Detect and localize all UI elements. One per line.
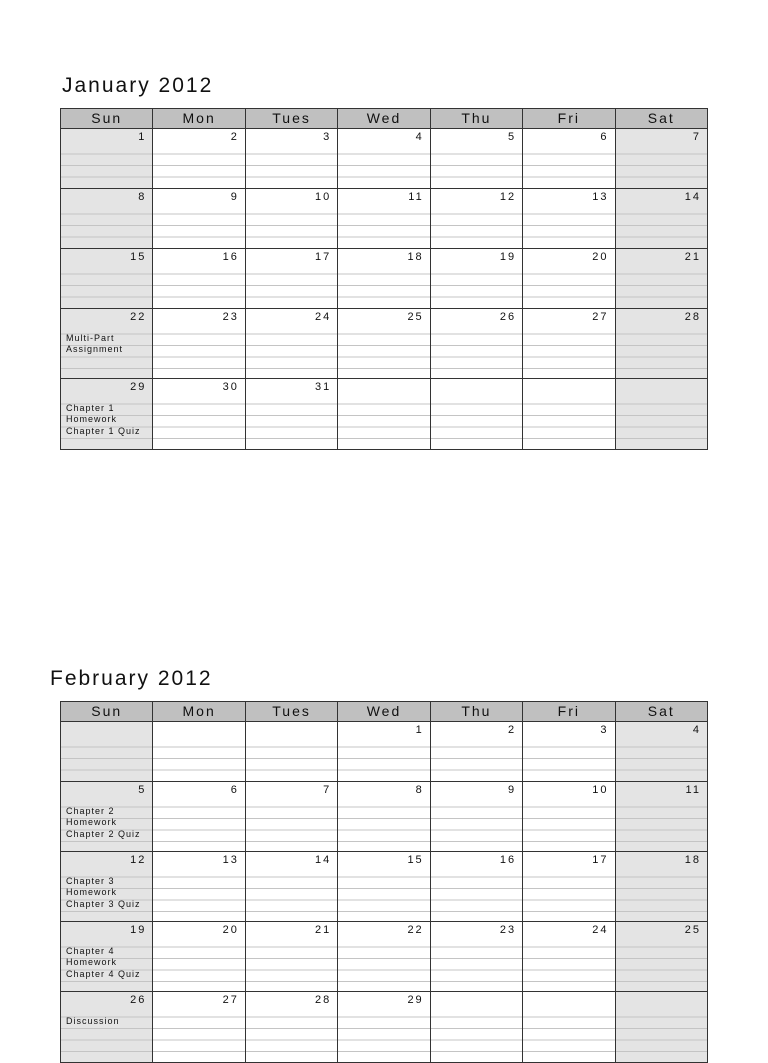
day-cell[interactable] (61, 992, 152, 1062)
day-number: 4 (415, 131, 424, 143)
ruled-lines (616, 323, 707, 378)
ruled-lines (616, 393, 707, 449)
weekday-header-cell: Fri (522, 109, 614, 128)
ruled-lines (616, 203, 707, 248)
day-number: 5 (507, 131, 517, 143)
day-cell[interactable] (61, 249, 152, 308)
ruled-lines (523, 203, 614, 248)
day-cell[interactable] (245, 782, 337, 851)
day-cell[interactable] (615, 189, 707, 248)
ruled-lines (338, 393, 429, 449)
ruled-lines (61, 143, 152, 188)
day-number: 8 (138, 191, 147, 203)
ruled-lines (338, 866, 429, 921)
day-cell[interactable] (430, 922, 522, 991)
month-title-january: January 2012 (62, 74, 214, 97)
weekday-header-cell: Fri (522, 702, 614, 721)
ruled-lines (61, 203, 152, 248)
day-cell[interactable] (245, 992, 337, 1062)
day-number: 24 (315, 311, 332, 323)
ruled-lines (246, 736, 337, 781)
day-cell[interactable] (152, 922, 244, 991)
day-cell[interactable] (337, 379, 429, 449)
day-cell[interactable] (152, 249, 244, 308)
day-cell[interactable] (337, 852, 429, 921)
day-number: 15 (407, 854, 424, 866)
day-number: 17 (315, 251, 332, 263)
ruled-lines (523, 263, 614, 308)
day-cell[interactable] (245, 922, 337, 991)
day-number: 29 (130, 381, 147, 393)
day-cell[interactable] (61, 922, 152, 991)
ruled-lines (246, 1006, 337, 1062)
ruled-lines (153, 736, 244, 781)
day-number: 18 (407, 251, 424, 263)
ruled-lines (523, 736, 614, 781)
day-number: 1 (138, 131, 147, 143)
day-number: 7 (323, 784, 332, 796)
ruled-lines (153, 263, 244, 308)
week-row (61, 189, 707, 249)
ruled-lines (523, 1006, 614, 1062)
day-number: 2 (507, 724, 517, 736)
week-row (61, 782, 707, 852)
day-cell[interactable] (615, 309, 707, 378)
ruled-lines (338, 796, 429, 851)
day-cell[interactable] (61, 309, 152, 378)
day-cell[interactable] (152, 189, 244, 248)
ruled-lines (616, 936, 707, 991)
day-cell[interactable] (430, 129, 522, 188)
ruled-lines (246, 143, 337, 188)
ruled-lines (616, 263, 707, 308)
day-cell[interactable] (245, 309, 337, 378)
ruled-lines (616, 736, 707, 781)
day-cell[interactable] (430, 189, 522, 248)
day-number: 6 (230, 784, 239, 796)
day-cell[interactable] (337, 922, 429, 991)
ruled-lines (153, 1006, 244, 1062)
day-cell[interactable] (245, 129, 337, 188)
ruled-lines (616, 866, 707, 921)
week-row (61, 309, 707, 379)
day-cell[interactable] (337, 992, 429, 1062)
day-number: 8 (415, 784, 424, 796)
day-number: 11 (685, 784, 701, 796)
day-number: 23 (222, 311, 239, 323)
day-number: 12 (130, 854, 147, 866)
day-number: 28 (315, 994, 332, 1006)
day-cell[interactable] (337, 249, 429, 308)
day-cell[interactable] (61, 852, 152, 921)
day-number: 9 (507, 784, 517, 796)
day-cell[interactable] (337, 129, 429, 188)
ruled-lines (523, 936, 614, 991)
day-cell[interactable] (615, 992, 707, 1062)
weekday-header-cell: Sat (615, 702, 707, 721)
ruled-lines (338, 203, 429, 248)
day-cell[interactable] (522, 309, 614, 378)
day-number: 3 (323, 131, 332, 143)
ruled-lines (616, 143, 707, 188)
ruled-lines (338, 1006, 429, 1062)
day-number: 10 (592, 784, 609, 796)
day-cell[interactable] (615, 249, 707, 308)
week-row (61, 992, 707, 1062)
ruled-lines (431, 1006, 522, 1062)
ruled-lines (153, 203, 244, 248)
ruled-lines (153, 936, 244, 991)
ruled-lines (523, 143, 614, 188)
ruled-lines (338, 323, 429, 378)
ruled-lines (431, 143, 522, 188)
day-cell[interactable] (61, 129, 152, 188)
day-note: Chapter 3 Homework Chapter 3 Quiz (66, 876, 141, 909)
weekday-header-cell: Tues (245, 109, 337, 128)
day-number: 20 (592, 251, 609, 263)
day-number: 24 (592, 924, 609, 936)
calendar-january (60, 108, 708, 450)
ruled-lines (153, 143, 244, 188)
day-cell[interactable] (615, 379, 707, 449)
ruled-lines (431, 866, 522, 921)
day-number: 31 (315, 381, 332, 393)
weekday-header-row (61, 702, 707, 722)
day-number: 27 (222, 994, 239, 1006)
day-cell[interactable] (152, 992, 244, 1062)
day-cell[interactable] (522, 722, 614, 781)
ruled-lines (338, 936, 429, 991)
day-number: 21 (684, 251, 701, 263)
ruled-lines (153, 796, 244, 851)
day-number: 11 (408, 191, 424, 203)
day-cell[interactable] (61, 189, 152, 248)
weekday-header-cell: Sun (91, 110, 123, 126)
ruled-lines (616, 796, 707, 851)
day-number: 22 (130, 311, 147, 323)
day-number: 26 (499, 311, 517, 323)
day-cell[interactable] (245, 722, 337, 781)
day-cell[interactable] (245, 379, 337, 449)
day-cell[interactable] (430, 249, 522, 308)
ruled-lines (338, 736, 429, 781)
day-number: 16 (499, 854, 517, 866)
month-title-february: February 2012 (50, 667, 213, 690)
day-cell[interactable] (522, 852, 614, 921)
weekday-header-cell: Sat (615, 109, 707, 128)
day-cell[interactable] (430, 722, 522, 781)
ruled-lines (246, 323, 337, 378)
day-number: 10 (315, 191, 332, 203)
day-cell[interactable] (245, 852, 337, 921)
ruled-lines (246, 393, 337, 449)
weekday-header-row (61, 109, 707, 129)
day-number: 19 (499, 251, 517, 263)
day-cell[interactable] (152, 129, 244, 188)
ruled-lines (338, 263, 429, 308)
ruled-lines (523, 866, 614, 921)
ruled-lines (153, 866, 244, 921)
day-cell[interactable] (61, 379, 152, 449)
day-number: 23 (499, 924, 517, 936)
day-cell[interactable] (61, 782, 152, 851)
day-number: 5 (138, 784, 147, 796)
day-number: 12 (499, 191, 517, 203)
day-cell[interactable] (430, 782, 522, 851)
day-cell[interactable] (522, 379, 614, 449)
week-row (61, 852, 707, 922)
day-cell[interactable] (152, 379, 244, 449)
day-cell[interactable] (337, 189, 429, 248)
day-cell[interactable] (430, 992, 522, 1062)
day-cell[interactable] (615, 782, 707, 851)
day-note: Chapter 2 Homework Chapter 2 Quiz (66, 806, 141, 839)
day-number: 25 (407, 311, 424, 323)
day-number: 14 (315, 854, 332, 866)
day-cell[interactable] (522, 129, 614, 188)
day-number: 19 (130, 924, 147, 936)
day-number: 7 (692, 131, 701, 143)
ruled-lines (523, 393, 614, 449)
ruled-lines (61, 736, 152, 781)
day-cell[interactable] (152, 852, 244, 921)
day-cell[interactable] (152, 782, 244, 851)
day-number: 18 (684, 854, 701, 866)
day-number: 9 (230, 191, 239, 203)
ruled-lines (431, 263, 522, 308)
day-cell[interactable] (245, 189, 337, 248)
day-cell[interactable] (61, 722, 152, 781)
ruled-lines (61, 263, 152, 308)
week-row (61, 922, 707, 992)
day-cell[interactable] (522, 189, 614, 248)
calendar-february (60, 701, 708, 1063)
day-cell[interactable] (337, 309, 429, 378)
day-cell[interactable] (615, 922, 707, 991)
ruled-lines (61, 1006, 152, 1062)
week-row (61, 379, 707, 449)
day-number: 13 (222, 854, 239, 866)
weekday-header-cell: Thu (430, 109, 522, 128)
day-note: Multi-Part Assignment (66, 333, 124, 355)
weekday-header-cell: Tues (245, 702, 337, 721)
weekday-header-cell: Wed (337, 702, 429, 721)
day-number: 4 (692, 724, 701, 736)
day-note: Discussion (66, 1016, 120, 1026)
week-row (61, 249, 707, 309)
day-note: Chapter 4 Homework Chapter 4 Quiz (66, 946, 141, 979)
day-cell[interactable] (522, 922, 614, 991)
day-cell[interactable] (522, 992, 614, 1062)
day-number: 30 (222, 381, 239, 393)
day-cell[interactable] (245, 249, 337, 308)
day-cell[interactable] (615, 852, 707, 921)
day-cell[interactable] (337, 782, 429, 851)
ruled-lines (431, 796, 522, 851)
ruled-lines (246, 203, 337, 248)
day-number: 20 (222, 924, 239, 936)
week-row (61, 722, 707, 782)
day-number: 17 (592, 854, 609, 866)
day-note: Chapter 1 Homework Chapter 1 Quiz (66, 403, 141, 436)
day-number: 21 (315, 924, 332, 936)
day-number: 27 (592, 311, 609, 323)
weekday-header-cell: Thu (430, 702, 522, 721)
day-cell[interactable] (430, 379, 522, 449)
day-number: 14 (684, 191, 701, 203)
ruled-lines (338, 143, 429, 188)
ruled-lines (246, 866, 337, 921)
ruled-lines (431, 203, 522, 248)
ruled-lines (431, 736, 522, 781)
day-cell[interactable] (430, 852, 522, 921)
ruled-lines (153, 323, 244, 378)
ruled-lines (246, 263, 337, 308)
day-number: 3 (600, 724, 609, 736)
day-number: 25 (684, 924, 701, 936)
ruled-lines (616, 1006, 707, 1062)
week-row (61, 129, 707, 189)
day-number: 6 (600, 131, 609, 143)
weekday-header-cell: Sun (91, 703, 123, 719)
day-cell[interactable] (615, 722, 707, 781)
ruled-lines (246, 796, 337, 851)
ruled-lines (431, 393, 522, 449)
day-number: 1 (415, 724, 424, 736)
day-number: 13 (592, 191, 609, 203)
day-cell[interactable] (152, 722, 244, 781)
ruled-lines (523, 323, 614, 378)
day-number: 26 (130, 994, 147, 1006)
day-cell[interactable] (430, 309, 522, 378)
day-cell[interactable] (522, 782, 614, 851)
weekday-header-cell: Mon (152, 109, 244, 128)
day-number: 15 (130, 251, 147, 263)
ruled-lines (431, 323, 522, 378)
ruled-lines (153, 393, 244, 449)
weekday-header-cell: Mon (152, 702, 244, 721)
day-number: 16 (222, 251, 239, 263)
day-cell[interactable] (615, 129, 707, 188)
day-number: 2 (230, 131, 239, 143)
day-number: 28 (684, 311, 701, 323)
ruled-lines (523, 796, 614, 851)
day-cell[interactable] (522, 249, 614, 308)
day-cell[interactable] (152, 309, 244, 378)
day-number: 22 (407, 924, 424, 936)
weekday-header-cell: Wed (337, 109, 429, 128)
ruled-lines (246, 936, 337, 991)
day-cell[interactable] (337, 722, 429, 781)
day-number: 29 (407, 994, 424, 1006)
ruled-lines (431, 936, 522, 991)
